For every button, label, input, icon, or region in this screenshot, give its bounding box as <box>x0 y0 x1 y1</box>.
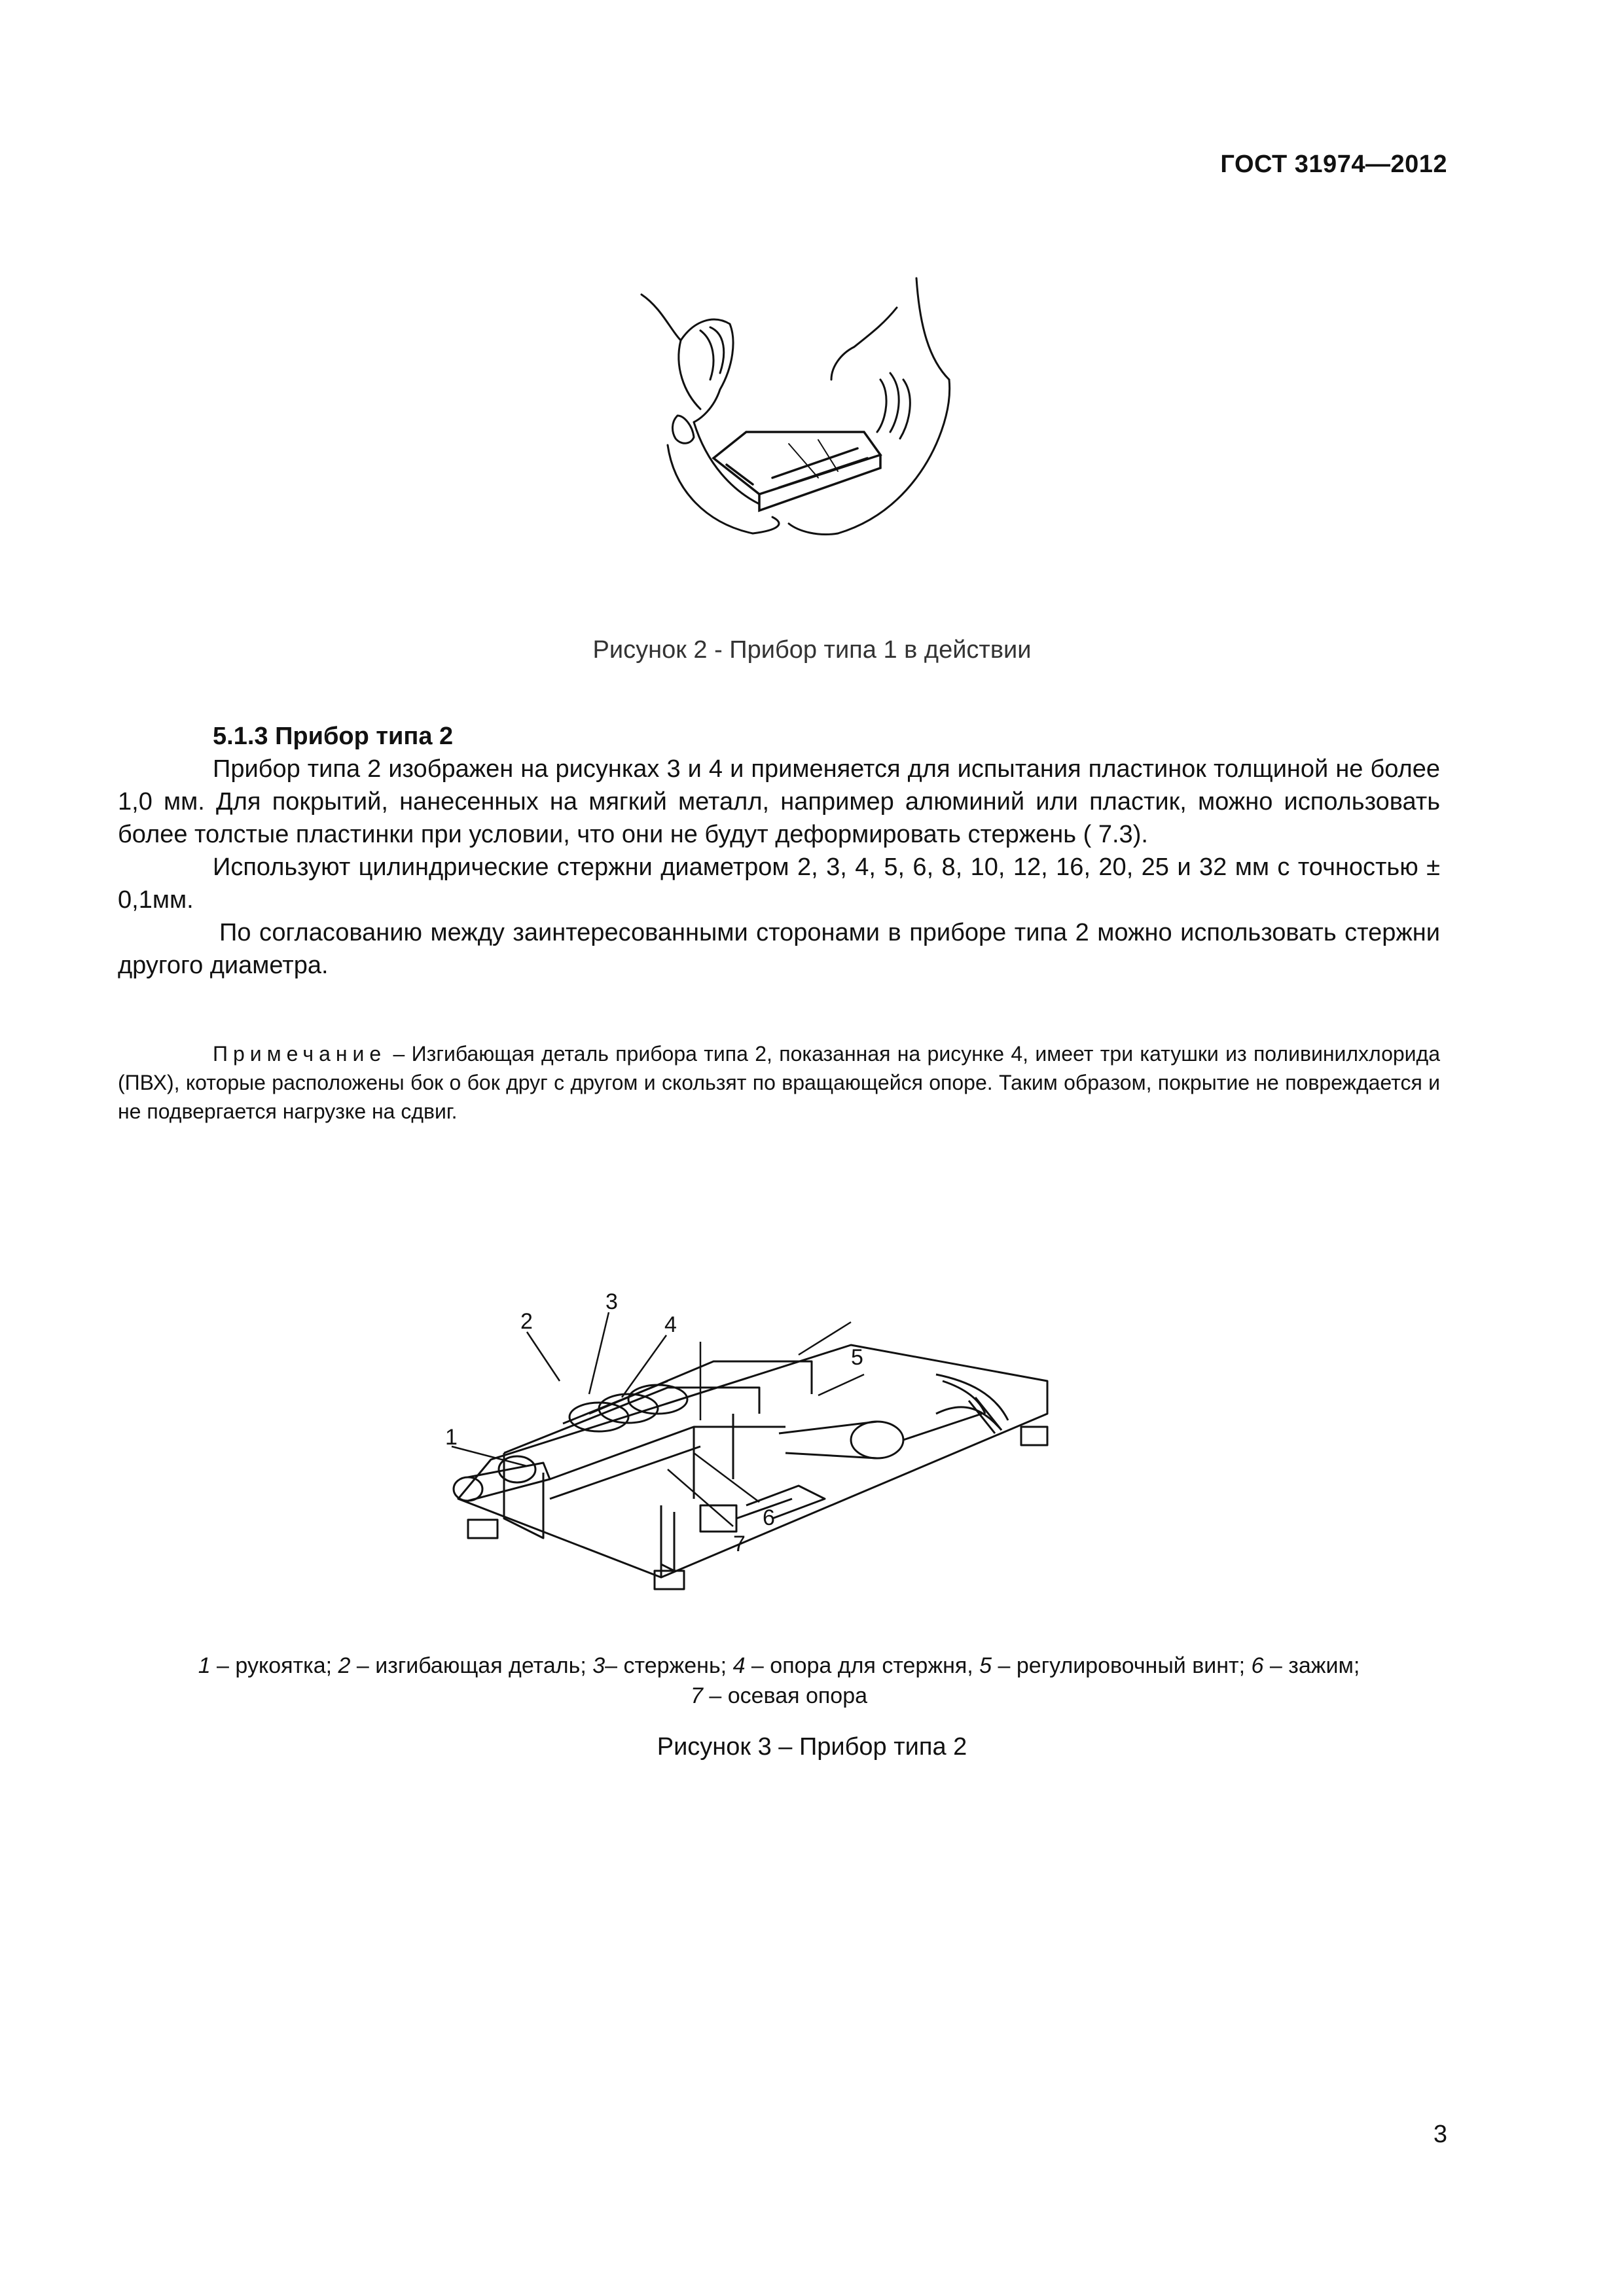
legend-text-6: – зажим; <box>1263 1653 1360 1678</box>
section-paragraph-1: Прибор типа 2 изображен на рисунках 3 и 4 и применяется для испытания пластинок толщиной не более 1,0 мм. Для покрытий, нанесенных на мягкий металл, например алюминий или пластик, можно использовать более толстые пластинки при условии, что они не будут деформировать стержень ( 7.3). <box>118 755 1440 848</box>
legend-num-5: 5 <box>979 1653 992 1678</box>
right-hand-drawing <box>789 278 950 535</box>
document-header: ГОСТ 31974—2012 <box>1220 151 1447 178</box>
note <box>118 1039 1440 1126</box>
type1-device-drawing <box>713 432 880 511</box>
figure-3-caption: Рисунок 3 – Прибор типа 2 <box>657 1733 967 1761</box>
legend-text-1: – рукоятка; <box>210 1653 338 1678</box>
callout-5: 5 <box>851 1345 863 1370</box>
legend-num-1: 1 <box>198 1653 211 1678</box>
section-heading: 5.1.3 Прибор типа 2 <box>213 723 454 750</box>
callout-1: 1 <box>445 1425 458 1450</box>
legend-num-3: 3 <box>592 1653 605 1678</box>
handle-drawing <box>454 1456 550 1501</box>
note-label: Примечание <box>213 1042 387 1066</box>
note-text: – Изгибающая деталь прибора типа 2, показанная на рисунке 4, имеет три катушки из поливинилхлорида (ПВХ), которые расположены бок о бок друг с другом и скользят по вращающейся опоре. Таким образом, покрытие не повреждается и не подвергается нагрузке на сдвиг. <box>118 1042 1440 1123</box>
legend-text-4: – опора для стержня, <box>745 1653 980 1678</box>
figure-2-caption: Рисунок 2 - Прибор типа 1 в действии <box>592 636 1032 664</box>
rollers-drawing <box>563 1381 687 1431</box>
legend-text-2: – изгибающая деталь; <box>350 1653 593 1678</box>
rod-and-support-drawing <box>779 1407 1001 1458</box>
section-paragraph-2: Используют цилиндрические стержни диаметром 2, 3, 4, 5, 6, 8, 10, 12, 16, 20, 25 и 32 мм с точностью ± 0,1мм. <box>118 853 1440 914</box>
callout-7: 7 <box>733 1532 746 1556</box>
leader-lines <box>452 1312 864 1526</box>
legend-num-4: 4 <box>732 1653 746 1678</box>
legend-num-7: 7 <box>690 1683 703 1708</box>
callout-2: 2 <box>520 1309 533 1334</box>
figure-3-illustration <box>393 1283 1080 1623</box>
legend-num-6: 6 <box>1251 1653 1264 1678</box>
page-number: 3 <box>1433 2121 1447 2148</box>
legend-text-3: – стержень; <box>605 1653 733 1678</box>
callout-4: 4 <box>664 1312 677 1337</box>
legend-text-5: – регулировочный винт; <box>992 1653 1252 1678</box>
figure-3-callouts <box>445 1289 863 1556</box>
section-5-1-3 <box>118 720 1440 982</box>
section-paragraph-3: По согласованию между заинтересованными сторонами в приборе типа 2 можно использовать стержни другого диаметра. <box>118 919 1440 979</box>
frame-drawing <box>504 1361 812 1571</box>
figure-2-illustration <box>622 268 988 569</box>
callout-3: 3 <box>605 1289 618 1314</box>
legend-text-7: – осевая опора <box>702 1683 868 1708</box>
figure-3-legend <box>118 1651 1440 1711</box>
legend-num-2: 2 <box>338 1653 351 1678</box>
callout-6: 6 <box>763 1505 775 1530</box>
